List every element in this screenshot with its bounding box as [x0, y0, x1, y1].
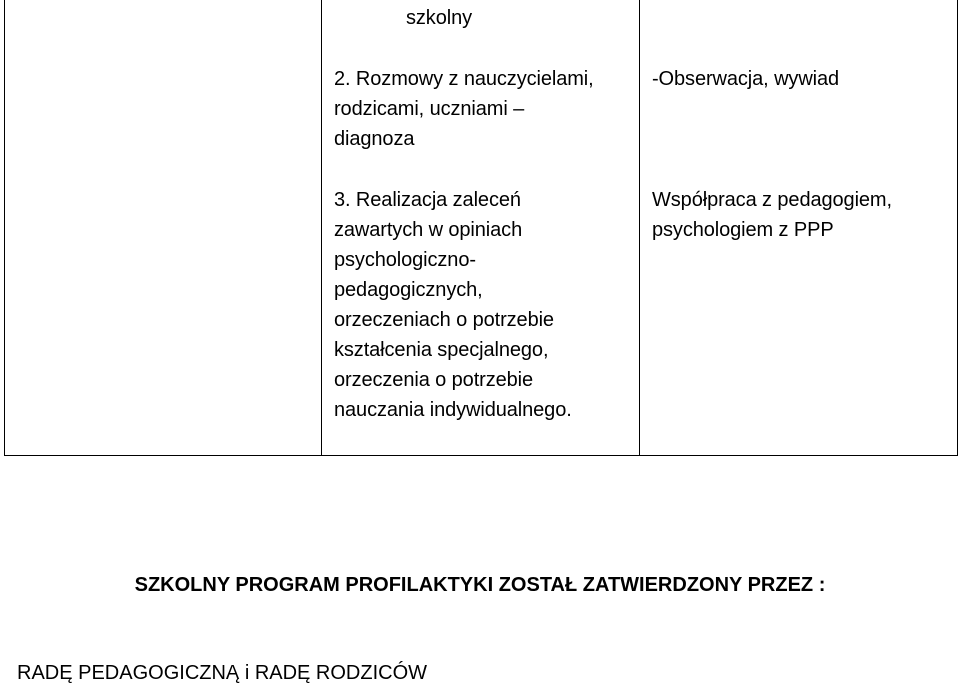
list-item-line: rodzicami, uczniami –: [334, 98, 525, 120]
list-item-line: 3. Realizacja zaleceń: [334, 189, 521, 211]
list-item-line: diagnoza: [334, 128, 415, 150]
list-item-line: pedagogicznych,: [334, 279, 483, 301]
list-item-line: nauczania indywidualnego.: [334, 399, 572, 421]
list-item-line: zawartych w opiniach: [334, 219, 523, 241]
list-item-line: orzeczeniach o potrzebie: [334, 309, 554, 331]
column-divider: [321, 0, 322, 455]
list-item-2: [334, 64, 594, 154]
approved-by-text: RADĘ PEDAGOGICZNĄ i RADĘ RODZICÓW: [17, 662, 428, 684]
cooperation-entry: [652, 185, 892, 245]
list-item-line: orzeczenia o potrzebie: [334, 369, 534, 391]
list-item-line: psychologiczno-: [334, 249, 476, 271]
list-item-3: [334, 185, 572, 425]
cooperation-line: psychologiem z PPP: [652, 219, 834, 241]
method-entry: -Obserwacja, wywiad: [652, 68, 840, 90]
column-divider: [639, 0, 640, 455]
approval-heading: SZKOLNY PROGRAM PROFILAKTYKI ZOSTAŁ ZATWIERDZONY PRZEZ :: [134, 574, 826, 596]
list-item-line: kształcenia specjalnego,: [334, 339, 549, 361]
list-item-line: 2. Rozmowy z nauczycielami,: [334, 68, 594, 90]
cooperation-line: Współpraca z pedagogiem,: [652, 189, 892, 211]
cell-top-fragment: szkolny: [406, 7, 472, 29]
